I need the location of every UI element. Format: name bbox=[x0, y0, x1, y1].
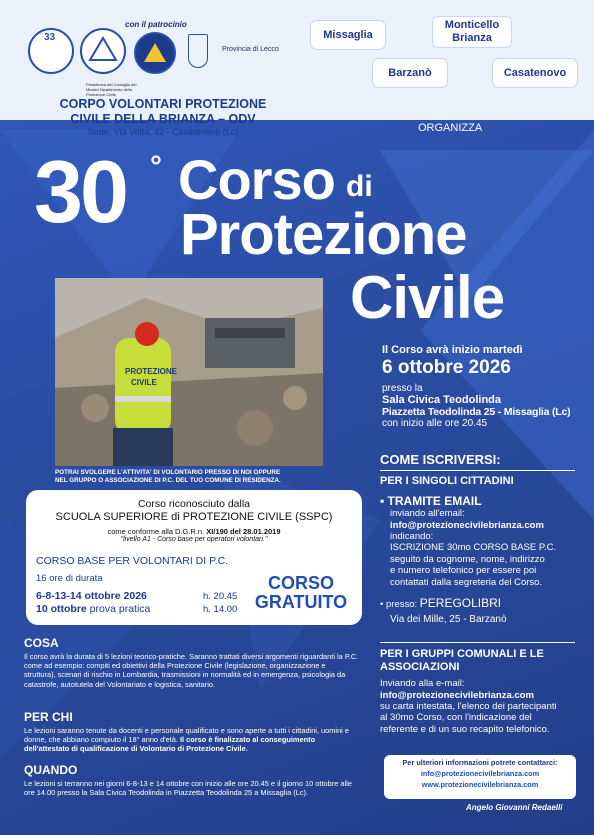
dgr-prefix: come conforme alla D.G.R.n. bbox=[107, 527, 207, 536]
presso-prefix: • presso: bbox=[380, 599, 420, 610]
start-place: Sala Civica Teodolinda bbox=[382, 394, 501, 406]
presso-line bbox=[380, 594, 580, 612]
section-perchi-heading: PER CHI bbox=[24, 710, 73, 724]
rescue-photo bbox=[55, 278, 323, 466]
course-info-box bbox=[26, 490, 362, 625]
org-title-line1: CORPO VOLONTARI PROTEZIONE bbox=[59, 97, 267, 111]
email-instructions-6: contattati dalla segreteria del Corso. bbox=[390, 576, 543, 588]
practical-date-label: prova pratica bbox=[86, 603, 151, 615]
recognition-line2: SCUOLA SUPERIORE di PROTEZIONE CIVILE (SSPC) bbox=[55, 511, 333, 523]
signature-role: Il Presidente bbox=[536, 794, 570, 800]
email-instructions-5: e numero telefonico per essere poi bbox=[390, 565, 537, 576]
provincia-shield-icon bbox=[188, 34, 208, 68]
email-method-heading: • TRAMITE EMAIL bbox=[380, 494, 482, 508]
perchi-text-bold: Il corso è finalizzato al conseguimento dell'attestato di qualificazione di Volontario di Protezione Civile. bbox=[24, 735, 316, 754]
town-missaglia: Missaglia bbox=[310, 20, 386, 50]
free-course-line2: GRATUITO bbox=[254, 592, 348, 612]
start-presso: presso la bbox=[382, 383, 423, 394]
groups-text-3: al 30mo Corso, con l'indicazione del bbox=[380, 712, 532, 723]
protezione-civile-logo bbox=[80, 28, 126, 74]
free-course-badge bbox=[246, 574, 356, 612]
practical-date bbox=[36, 603, 150, 615]
org-title-line2: CIVILE DELLA BRIANZA – ODV bbox=[70, 112, 256, 126]
headline-protezione: Protezione bbox=[180, 202, 467, 267]
email-instructions-3: ISCRIZIONE 30mo CORSO BASE P.C. bbox=[390, 542, 557, 553]
contact-website-link[interactable]: www.protezionecivilebrianza.com bbox=[421, 780, 539, 789]
registration-email-link[interactable]: info@protezionecivilebrianza.com bbox=[390, 519, 544, 531]
organizza-label: ORGANIZZA bbox=[418, 122, 483, 134]
regional-pc-logo bbox=[134, 32, 176, 74]
patrocinio-label: con il patrocinio bbox=[125, 20, 187, 29]
section-perchi bbox=[24, 710, 359, 754]
groups-heading: PER I GRUPPI COMUNALI E LE ASSOCIAZIONI bbox=[380, 648, 544, 673]
course-dates-hour: h. 20.45 bbox=[203, 591, 238, 602]
photo-caption bbox=[55, 469, 345, 485]
registration-section bbox=[380, 452, 580, 467]
email-instructions-2: indicando: bbox=[390, 530, 434, 542]
headline-degree: ° bbox=[150, 150, 162, 183]
vest-text-2: CIVILE bbox=[131, 378, 157, 387]
groups-block bbox=[380, 648, 580, 735]
section-cosa bbox=[24, 636, 359, 689]
groups-text-1: Inviando alla e-mail: bbox=[380, 678, 465, 689]
sponsor-logos bbox=[28, 28, 278, 83]
rubble-scene-illustration bbox=[55, 278, 323, 466]
caption-line2: NEL GRUPPO O ASSOCIAZIONE DI P.C. DEL TUO COMUNE DI RESIDENZA. bbox=[55, 477, 281, 484]
section-quando-heading: QUANDO bbox=[24, 763, 78, 777]
recognition-line4: "livello A1 - Corso base per operatori volontari." bbox=[120, 536, 268, 543]
logo-badge-number: 33 bbox=[44, 32, 56, 43]
free-course-line1: CORSO bbox=[267, 573, 334, 593]
course-duration: 16 ore di durata bbox=[36, 573, 103, 584]
course-base-title: CORSO BASE PER VOLONTARI DI P.C. bbox=[36, 555, 229, 567]
headline-di: di bbox=[346, 170, 373, 203]
headline-number: 30 bbox=[34, 142, 126, 241]
individuals-heading: PER I SINGOLI CITTADINI bbox=[380, 475, 514, 487]
contact-heading: Per ulteriori informazioni potrete contattarci: bbox=[402, 758, 558, 767]
corpo-volontari-logo bbox=[28, 28, 74, 74]
start-info bbox=[382, 344, 570, 429]
vest-text-1: PROTEZIONE bbox=[125, 367, 178, 376]
section-quando-text: Le lezioni si terranno nei giorni 6-8-13 e 14 ottobre con inizio alle ore 20.45 e il giorno 10 ottobre alle ore 14.00 presso la Sala Civica Teodolinda in Piazzetta Teodolinda 25 a Missaglia (Lc). bbox=[24, 779, 352, 798]
start-line1: Il Corso avrà inizio martedì bbox=[382, 344, 523, 356]
email-instructions-4: seguito da cognome, nome, indirizzo bbox=[390, 553, 545, 565]
dgr-number: XI/190 del 28.01.2019 bbox=[206, 527, 281, 536]
registration-title: COME ISCRIVERSI: bbox=[380, 452, 501, 467]
logo-subcaption: Presidenza del Consiglio dei Ministri Dipartimento della Protezione Civile bbox=[86, 82, 137, 97]
caption-line1: POTRAI SVOLGERE L'ATTIVITA' DI VOLONTARIO PRESSO DI NOI OPPURE bbox=[55, 469, 281, 476]
provincia-label: Provincia di Lecco bbox=[222, 46, 279, 53]
town-monticello-label: Monticello Brianza bbox=[444, 19, 500, 44]
organization-title bbox=[48, 97, 278, 127]
start-date: 6 ottobre 2026 bbox=[382, 357, 511, 378]
headline-corso: Corso bbox=[178, 148, 335, 211]
town-casatenovo: Casatenovo bbox=[492, 58, 578, 88]
start-address: Piazzetta Teodolinda 25 - Missaglia (Lc) bbox=[382, 406, 571, 418]
email-instructions-1: inviando all'email: bbox=[390, 508, 465, 519]
town-barzano: Barzanò bbox=[372, 58, 448, 88]
contact-box bbox=[384, 755, 576, 799]
start-time: con inizio alle ore 20.45 bbox=[382, 418, 488, 429]
recognition-line1: Corso riconosciuto dalla bbox=[137, 498, 251, 510]
groups-text-2: su carta intestata, l'elenco dei partecipanti bbox=[380, 700, 557, 712]
section-cosa-text: Il corso avrà la durata di 5 lezioni teorico-pratiche. Saranno trattati diversi argomenti riguardanti la P.C. come ad esempio: compiti ed obiettivi della Protezione Civile (legislazione, organizzazione e struttura), scenari di rischio in Lombardia, trasmissioni in normalità ed in emergenza, psicologia da catastrofe, autotutela del Volontariato e logistica, sanitario. bbox=[24, 652, 359, 689]
section-quando bbox=[24, 763, 359, 797]
practical-date-day: 10 ottobre bbox=[36, 603, 87, 615]
town-monticello bbox=[432, 16, 512, 48]
individuals-block bbox=[380, 475, 580, 625]
divider bbox=[380, 642, 575, 643]
section-perchi-text bbox=[24, 726, 359, 754]
organization-address: Sede: Via Volta, 42 - Casatenovo (Lc) bbox=[87, 127, 239, 137]
groups-text-4: referente e di un suo recapito telefonico. bbox=[380, 723, 550, 735]
contact-email-link[interactable]: info@protezionecivilebrianza.com bbox=[420, 769, 540, 778]
divider bbox=[380, 470, 575, 471]
groups-email-link[interactable]: info@protezionecivilebrianza.com bbox=[380, 689, 534, 701]
practical-date-hour: h. 14.00 bbox=[203, 604, 238, 615]
headline-civile: Civile bbox=[350, 264, 505, 331]
presso-address: Via dei Mille, 25 - Barzanò bbox=[390, 614, 507, 625]
course-dates: 6-8-13-14 ottobre 2026 bbox=[36, 590, 147, 602]
presso-shop-name: PEREGOLIBRI bbox=[419, 596, 502, 610]
signature-name: Angelo Giovanni Redaelli bbox=[466, 803, 563, 812]
recognition-line3 bbox=[26, 527, 362, 536]
section-cosa-heading: COSA bbox=[24, 636, 59, 650]
perchi-text-plain: Le lezioni saranno tenute da docenti e personale qualificato e sono aperte a tutti i cittadini, uomini e donne, che abbiano compiuto il 18° anno d'età. bbox=[24, 726, 349, 745]
